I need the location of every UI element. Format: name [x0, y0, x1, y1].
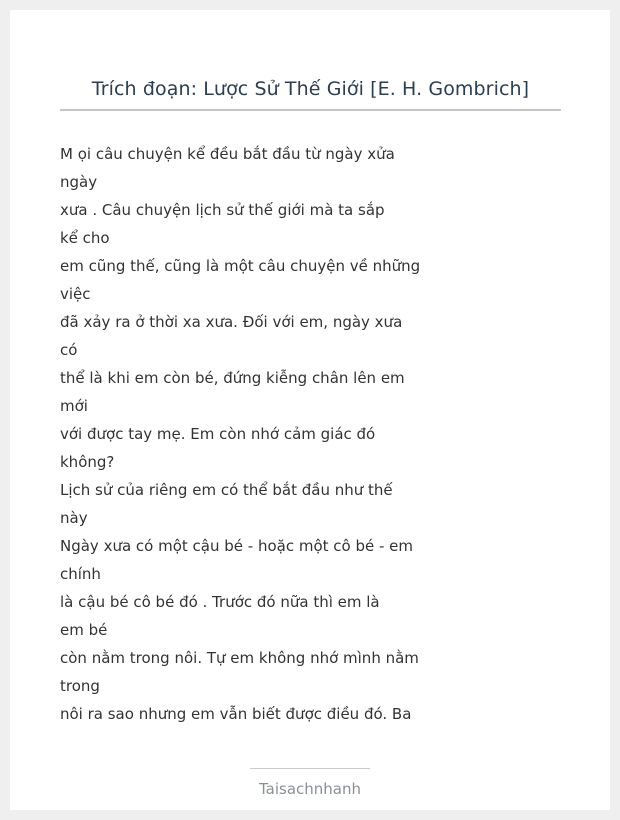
footer-divider — [250, 768, 370, 769]
text-line: thể là khi em còn bé, đứng kiễng chân lên em — [60, 369, 405, 387]
text-line: nôi ra sao nhưng em vẫn biết được điều đó. Ba — [60, 705, 412, 723]
footer-source: Taisachnhanh — [258, 780, 362, 798]
text-line: xưa . Câu chuyện lịch sử thế giới mà ta sắp — [60, 201, 385, 219]
text-line: trong — [60, 677, 100, 695]
document-title: Trích đoạn: Lược Sử Thế Giới [E. H. Gombrich] — [91, 78, 530, 100]
text-line: kể cho — [60, 229, 110, 247]
text-line: đã xảy ra ở thời xa xưa. Đối với em, ngày xưa — [60, 313, 403, 331]
text-line: với được tay mẹ. Em còn nhớ cảm giác đó — [60, 425, 376, 443]
text-line: việc — [60, 285, 91, 303]
title-divider — [60, 109, 561, 111]
text-line: M ọi câu chuyện kể đều bắt đầu từ ngày xửa — [60, 145, 395, 163]
text-line: còn nằm trong nôi. Tự em không nhớ mình nằm — [60, 649, 419, 667]
text-line: là cậu bé cô bé đó . Trước đó nữa thì em là — [60, 593, 380, 611]
text-line: này — [60, 509, 88, 527]
text-line: không? — [60, 453, 115, 471]
text-line: mới — [60, 397, 88, 415]
text-line: Lịch sử của riêng em có thể bắt đầu như thế — [60, 481, 393, 499]
excerpt-body — [60, 140, 421, 728]
text-line: chính — [60, 565, 101, 583]
document-card — [10, 10, 610, 810]
text-line: Ngày xưa có một cậu bé - hoặc một cô bé - em — [60, 537, 414, 555]
text-line: em cũng thế, cũng là một câu chuyện về những — [60, 257, 421, 275]
text-line: em bé — [60, 621, 108, 639]
text-line: ngày — [60, 173, 98, 191]
text-line: có — [60, 341, 78, 359]
